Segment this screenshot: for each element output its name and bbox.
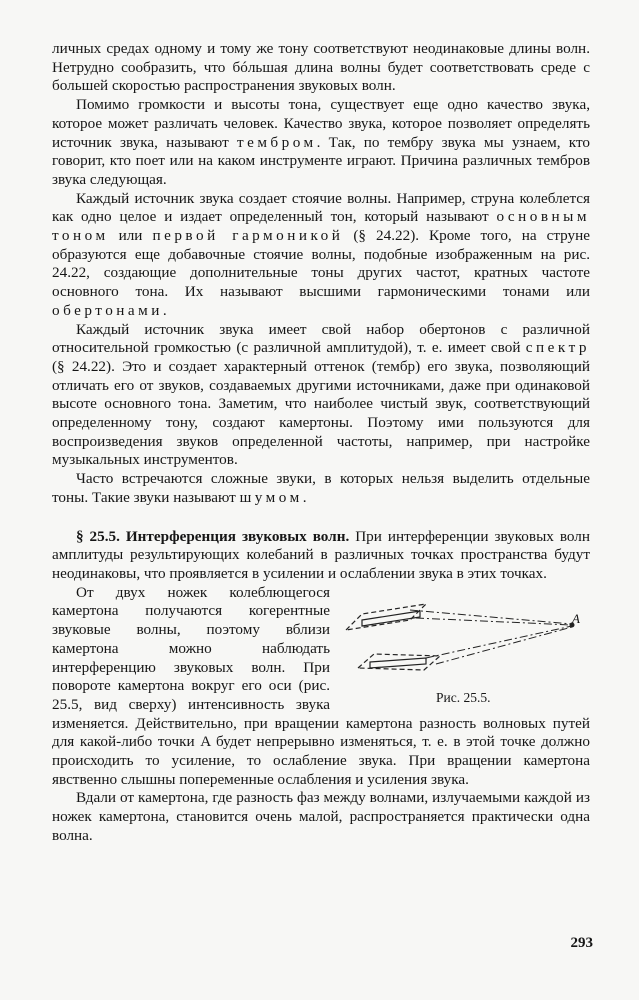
- text: .: [302, 488, 307, 506]
- text: или: [118, 227, 143, 245]
- text: .: [162, 301, 167, 319]
- text: (§ 24.22). Кроме того, на струне образуются еще добавочные стоячие волны, подобные изображенным на рис. 24.22, создающие дополнительные тоны других частот, кратных частоте основного тона. Их называют высшими гармоническими тонами или: [52, 227, 591, 301]
- text: Помимо громкости и высоты тона, существует еще одно качество звука, которое может различать человек. Качество звука, которое позволяет определять источник звука, называют: [52, 96, 590, 151]
- fork-prong-lower: [358, 654, 440, 670]
- paragraph-harmonics: [52, 190, 590, 321]
- term-fundamental: основным тоном: [52, 208, 590, 245]
- term-spectrum: спектр: [525, 339, 591, 357]
- paragraph-1: личных средах одному и тому же тону соответствуют неодинаковые длины волн. Нетрудно сообразить, что бóльшая длина волны будет соответствовать среде с большей скоростью распространения звуковых волн.: [52, 40, 590, 95]
- page-body: [52, 40, 590, 846]
- text: Каждый источник звука имеет свой набор обертонов с различной относительной громкостью (с различной амплитудой), т. е. имеет свой: [52, 320, 590, 357]
- text: . Так, по тембру звука мы узнаем, кто говорит, кто поет или на каком инструменте играют. Причина различных тембров звука следующая.: [52, 133, 590, 188]
- text: Каждый источник звука создает стоячие волны. Например, струна колеблется как одно целое и издает определенный тон, который называют: [52, 189, 590, 226]
- paragraph-spectrum: [52, 321, 590, 471]
- term-timbre: тембром: [236, 133, 317, 151]
- paragraph-far-field: Вдали от камертона, где разность фаз между волнами, излучаемыми каждой из ножек камертона, становится очень малой, распространяется практически одна волна.: [52, 789, 590, 844]
- fork-prong-upper: [346, 604, 426, 630]
- paragraph-interference: [52, 528, 590, 584]
- point-a-label: A: [572, 610, 580, 626]
- paragraph-timbre: [52, 96, 590, 190]
- page-number: 293: [570, 935, 593, 951]
- paragraph-noise: [52, 470, 590, 507]
- text: При интерференции звуковых волн амплитуды результирующих колебаний в различных точках пространства будут неодинаковы, что проявляется в усилении и ослаблении звука в этих точках.: [52, 527, 590, 582]
- term-overtones: обертонами: [52, 301, 163, 319]
- paragraph-tuning-fork: От двух ножек колеблющегося камертона получаются когерентные звуковые волны, поэтому вблизи камертона можно наблюдать интерференцию звуковых волн. При повороте камертона вокруг его оси (рис. 25.5, вид сверху) интенсивность звука изменяется. Действительно, при вращении камертона разность волновых путей для какой-либо точки A будет непрерывно изменяться, т. е. в этой точке должно происходить то усиление, то ослабление звука. При вращении камертона явственно слышны попеременные ослабления и усиления звука.: [52, 583, 590, 788]
- figure-25-5: [340, 592, 596, 710]
- text: (§ 24.22). Это и создает характерный оттенок (тембр) его звука, позволяющий отличать его от звуков, создаваемых другими источниками, даже при одинаковой высоте основного тона. Заметим, что наиболее чистый звук, соответствующий определенному тону, создают камертоны. Поэтому ими пользуются для воспроизведения звуков определенной частоты, например, при настройке музыкальных инструментов.: [52, 357, 590, 469]
- section-title: § 25.5. Интерференция звуковых волн.: [76, 527, 350, 545]
- text: Часто встречаются сложные звуки, в которых нельзя выделить отдельные тоны. Такие звуки называют: [52, 470, 590, 506]
- term-noise: шумом: [239, 488, 303, 506]
- term-first-harmonic: первой гармоникой: [152, 227, 344, 245]
- figure-caption: Рис. 25.5.: [436, 689, 491, 705]
